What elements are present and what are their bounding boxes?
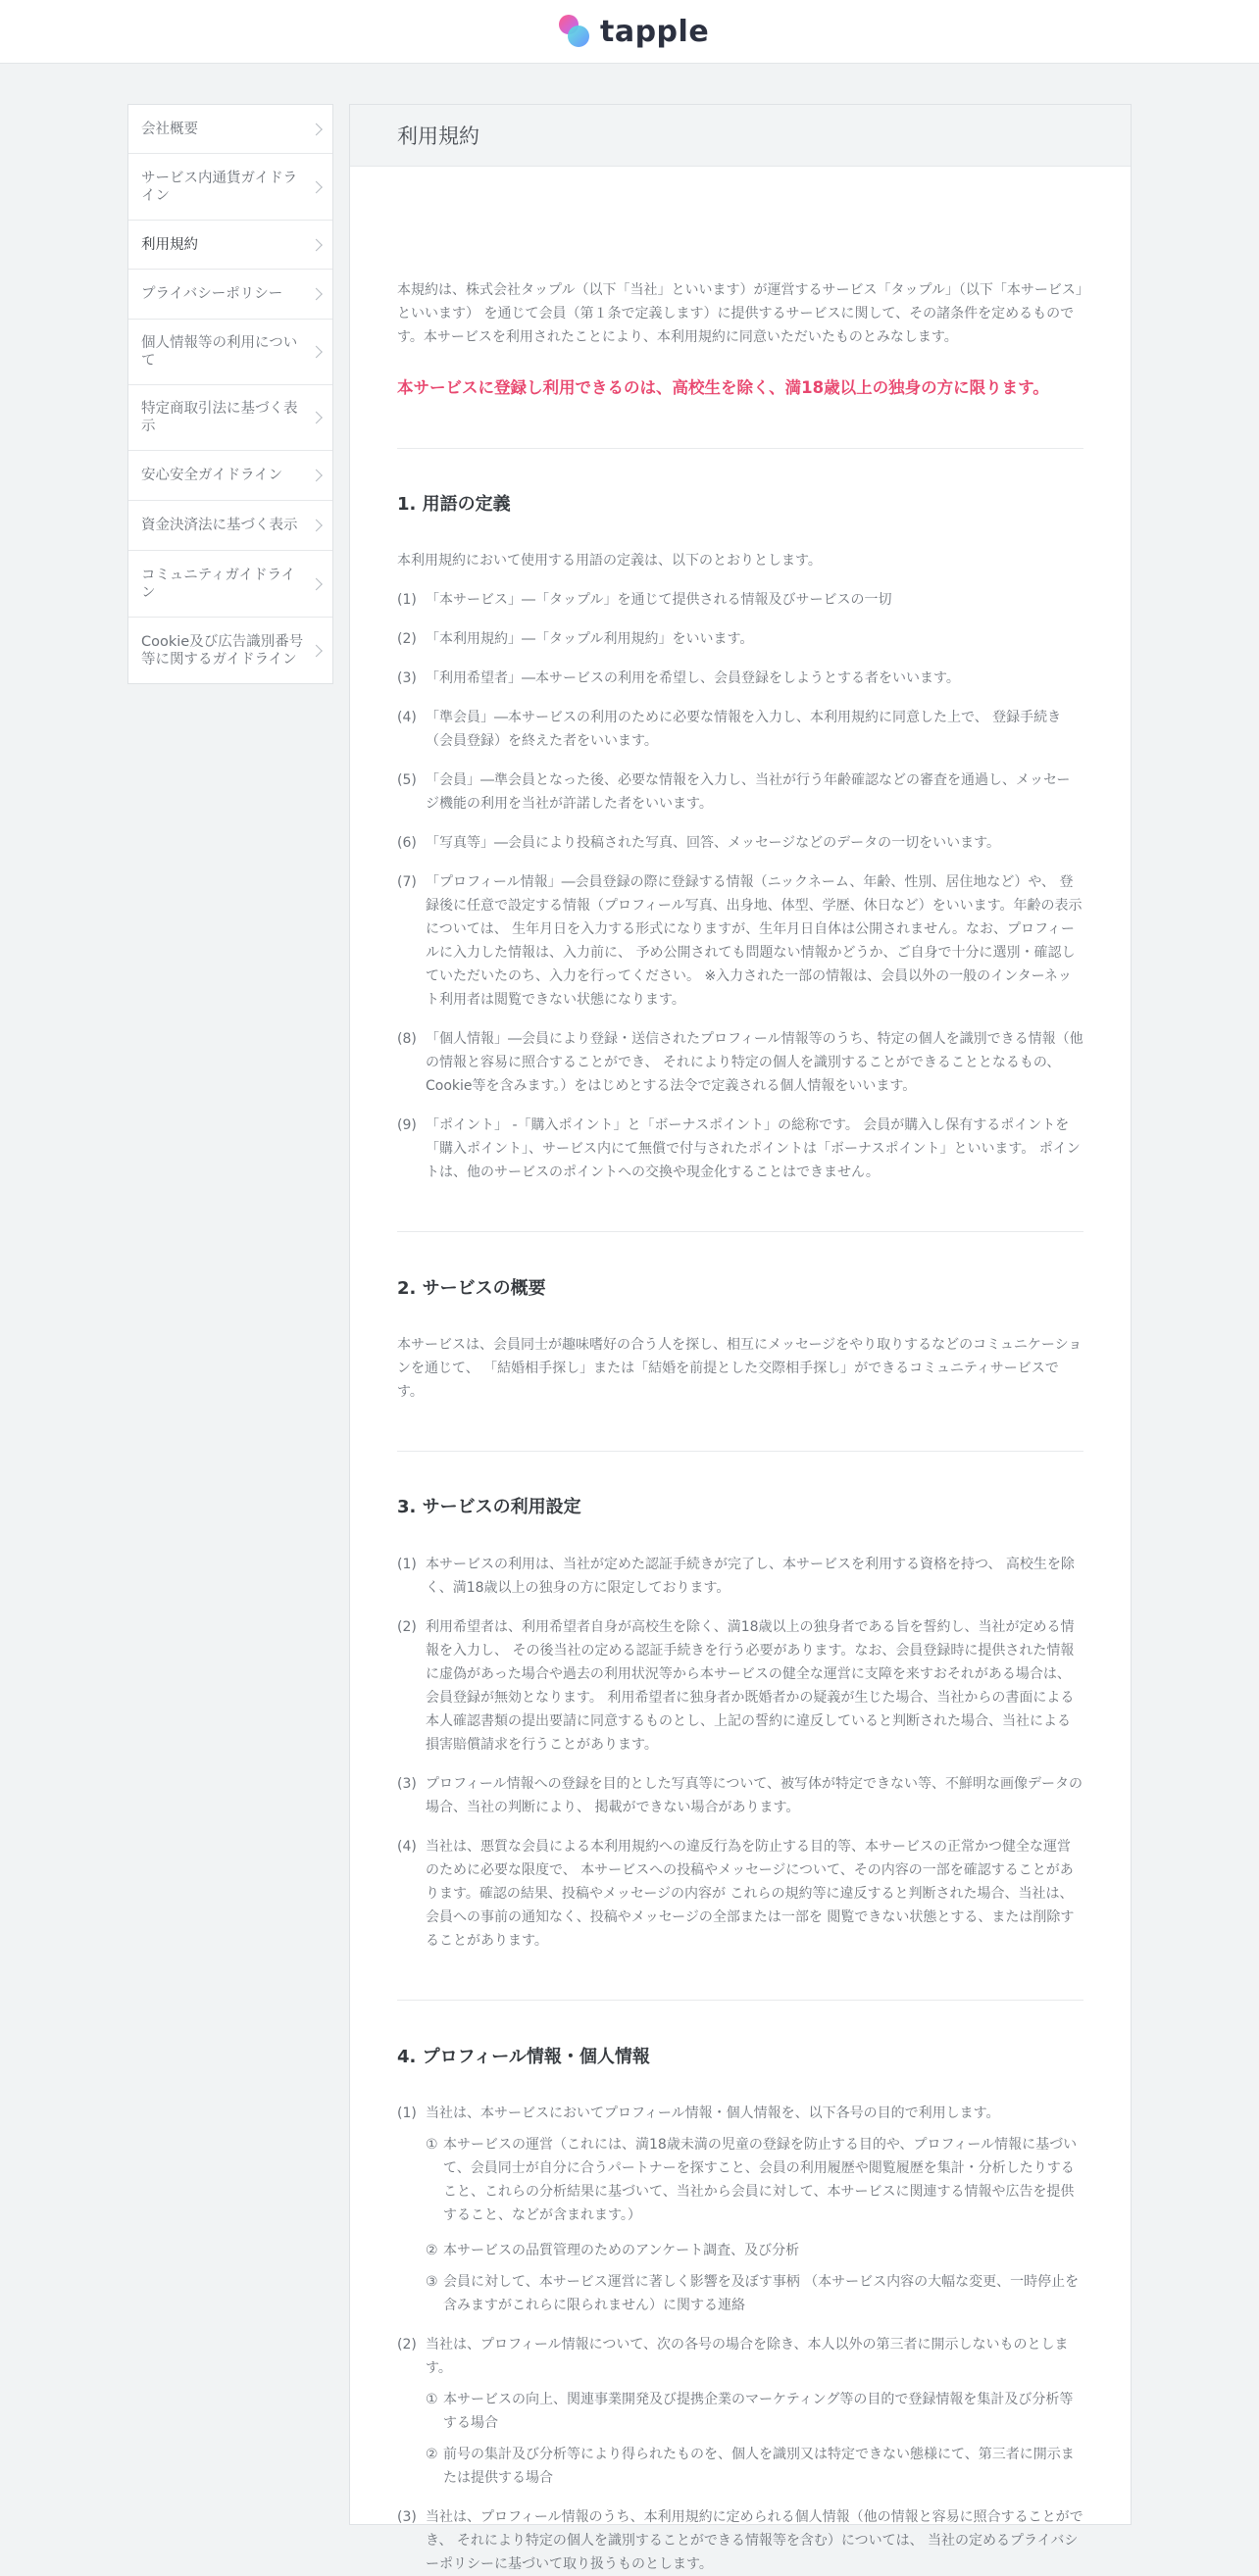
sub-item-number: ②	[426, 2447, 438, 2462]
sub-list-item	[397, 2270, 1083, 2317]
list-item	[397, 1835, 1083, 1953]
list-item	[397, 1772, 1083, 1819]
list-item	[397, 1114, 1083, 1184]
sub-list-item	[397, 2388, 1083, 2435]
chevron-right-icon	[310, 238, 323, 251]
item-number: (2)	[397, 2337, 417, 2353]
item-number: (3)	[397, 1776, 417, 1792]
item-number: (1)	[397, 592, 417, 608]
list-item	[397, 706, 1083, 753]
item-number: (1)	[397, 2105, 417, 2121]
sidebar-item-label: 会社概要	[141, 121, 198, 137]
section-title: 4. プロフィール情報・個人情報	[397, 2047, 650, 2067]
sidebar-item-terms[interactable]	[128, 221, 332, 270]
sidebar-item-label: 個人情報等の利用について	[141, 335, 298, 369]
item-text: 「写真等」―会員により投稿された写真、回答、メッセージなどのデータの一切をいいます。	[426, 835, 1001, 851]
item-text: 「準会員」―本サービスの利用のために必要な情報を入力し、本利用規約に同意した上で、 登録手続き（会員登録）を終えた者をいいます。	[426, 710, 1062, 749]
section-lead: 本利用規約において使用する用語の定義は、以下のとおりとします。	[397, 553, 822, 569]
item-number: (4)	[397, 1839, 417, 1855]
sub-item-text: 本サービスの品質管理のためのアンケート調査、及び分析	[443, 2243, 800, 2258]
sub-item-text: 本サービスの向上、関連事業開発及び提携企業のマーケティング等の目的で登録情報を集計及び分析等する場合	[443, 2392, 1074, 2431]
item-number: (9)	[397, 1117, 417, 1133]
list-item	[397, 1027, 1083, 1098]
sub-list-item	[397, 2239, 1083, 2262]
sidebar-item-currency-guideline[interactable]	[128, 154, 332, 221]
sub-item-text: 会員に対して、本サービス運営に著しく影響を及ぼす事柄 （本サービス内容の大幅な変更、一時停止を含みますがこれらに限られません）に関する連絡	[443, 2274, 1080, 2313]
tapple-logo-icon	[555, 12, 594, 51]
sub-item-text: 前号の集計及び分析等により得られたものを、個人を識別又は特定できない態様にて、第三者に開示または提供する場合	[443, 2447, 1075, 2486]
sidebar-item-label: Cookie及び広告識別番号等に関するガイドライン	[141, 633, 304, 668]
list-item	[397, 2102, 1083, 2125]
item-number: (4)	[397, 710, 417, 725]
intro-paragraph: 本規約は、株式会社タップル（以下「当社」といいます）が運営するサービス「タップル」（以下「本サービス」といいます） を通じて会員（第１条で定義します）に提供するサービスに関して、その諸条件を定めるものです。本サービスを利用されたことにより、本利用規約に同意いただいたものとみなします。	[397, 282, 1083, 345]
section-title: 2. サービスの概要	[397, 1278, 546, 1299]
sidebar-nav	[127, 104, 333, 684]
sub-item-number: ③	[426, 2274, 438, 2290]
item-number: (3)	[397, 670, 417, 686]
item-number: (2)	[397, 1619, 417, 1635]
item-text: 「本利用規約」―「タップル利用規約」をいいます。	[426, 631, 754, 647]
list-item	[397, 2505, 1083, 2576]
sub-list-item	[397, 2133, 1083, 2227]
list-item	[397, 768, 1083, 816]
divider	[397, 2000, 1083, 2001]
sidebar-item-community-guideline[interactable]	[128, 551, 332, 618]
sidebar-item-label: 特定商取引法に基づく表示	[141, 401, 298, 434]
sidebar-item-privacy-policy[interactable]	[128, 270, 332, 320]
chevron-right-icon	[310, 470, 323, 482]
item-number: (8)	[397, 1031, 417, 1047]
logo[interactable]	[555, 12, 709, 51]
chevron-right-icon	[310, 520, 323, 532]
chevron-right-icon	[310, 577, 323, 590]
divider	[397, 448, 1083, 449]
chevron-right-icon	[310, 412, 323, 424]
sidebar-item-label: サービス内通貨ガイドライン	[141, 170, 298, 204]
item-text: 「プロフィール情報」―会員登録の際に登録する情報（ニックネーム、年齢、性別、居住地など）や、 登録後に任意で設定する情報（プロフィール写真、出身地、体型、学歴、休日など）をいいます。年齢の表示については、 生年月日を入力する形式になりますが、生年月日自体は公開されません。なお、プロフィールに入力した情報は、入力前に、 予め公開されても問題ない情報かどうか、ご自身で十分に選別・確認していただいたのち、入力を行ってください。 ※入力された一部の情報は、会員以外の一般のインターネット利用者は閲覧できない状態になります。	[426, 874, 1083, 1008]
list-item	[397, 588, 1083, 612]
terms-content	[349, 104, 1132, 2572]
sub-item-number: ①	[426, 2137, 438, 2153]
chevron-right-icon	[310, 644, 323, 657]
logo-text: tapple	[600, 14, 710, 49]
sidebar-item-label: 資金決済法に基づく表示	[141, 518, 298, 533]
sub-item-number: ②	[426, 2243, 438, 2258]
item-text: 当社は、本サービスにおいてプロフィール情報・個人情報を、以下各号の目的で利用します。	[426, 2105, 1000, 2121]
section-lead: 本サービスは、会員同士が趣味嗜好の合う人を探し、相互にメッセージをやり取りするなどのコミュニケーションを通じて、 「結婚相手探し」または「結婚を前提とした交際相手探し」ができるコミュニティサービスです。	[397, 1337, 1083, 1400]
sidebar-item-label: 安心安全ガイドライン	[141, 468, 283, 483]
list-item	[397, 1615, 1083, 1757]
list-item	[397, 2333, 1083, 2380]
item-text: 当社は、悪質な会員による本利用規約への違反行為を防止する目的等、本サービスの正常かつ健全な運営のために必要な限度で、 本サービスへの投稿やメッセージについて、その内容の一部を確認することがあります。確認の結果、投稿やメッセージの内容が これらの規約等に違反すると判断された場合、当社は、会員への事前の通知なく、投稿やメッセージの全部または一部を 閲覧できない状態とする、または削除することがあります。	[426, 1839, 1075, 1949]
list-item	[397, 1553, 1083, 1600]
sidebar-item-personal-info[interactable]	[128, 320, 332, 385]
sidebar-item-label: コミュニティガイドライン	[141, 567, 296, 601]
item-number: (1)	[397, 1557, 417, 1572]
item-text: 「個人情報」―会員により登録・送信されたプロフィール情報等のうち、特定の個人を識別できる情報（他の情報と容易に照合することができ、 それにより特定の個人を識別することができることとなるもの、Cookie等を含みます。）をはじめとする法令で定義される個人情報をいいます。	[426, 1031, 1083, 1094]
item-text: 「利用希望者」―本サービスの利用を希望し、会員登録をしようとする者をいいます。	[426, 670, 960, 686]
item-number: (5)	[397, 772, 417, 788]
sidebar-item-payment-act[interactable]	[128, 501, 332, 551]
sidebar-item-company[interactable]	[128, 105, 332, 154]
page-title: 利用規約	[350, 105, 1131, 167]
chevron-right-icon	[310, 288, 323, 301]
item-text: 当社は、プロフィール情報のうち、本利用規約に定められる個人情報（他の情報と容易に照合することができ、 それにより特定の個人を識別することができる情報等を含む）については、 当社の定めるプライバシーポリシーに基づいて取り扱うものとします。	[426, 2509, 1083, 2572]
item-number: (3)	[397, 2509, 417, 2525]
item-text: 本サービスの利用は、当社が定めた認証手続きが完了し、本サービスを利用する資格を持つ、 高校生を除く、満18歳以上の独身の方に限定しております。	[426, 1557, 1075, 1596]
list-item	[397, 667, 1083, 690]
sidebar-item-label: プライバシーポリシー	[141, 286, 283, 302]
item-text: 当社は、プロフィール情報について、次の各号の場合を除き、本人以外の第三者に開示しないものとします。	[426, 2337, 1069, 2376]
sidebar-item-cookie-guideline[interactable]	[128, 618, 332, 683]
sidebar-item-label: 利用規約	[141, 236, 198, 253]
sidebar-item-safety-guideline[interactable]	[128, 451, 332, 501]
item-text: 「本サービス」―「タップル」を通じて提供される情報及びサービスの一切	[426, 592, 892, 608]
list-item	[397, 870, 1083, 1012]
list-item	[397, 627, 1083, 651]
sidebar-item-commerce-act[interactable]	[128, 385, 332, 451]
divider	[397, 1231, 1083, 1232]
item-number: (6)	[397, 835, 417, 851]
sub-item-number: ①	[426, 2392, 438, 2407]
item-text: プロフィール情報への登録を目的とした写真等について、被写体が特定できない等、不鮮明な画像データの場合、当社の判断により、 掲載ができない場合があります。	[426, 1776, 1083, 1815]
site-header	[0, 0, 1259, 64]
section-title: 3. サービスの利用設定	[397, 1497, 581, 1517]
item-text: 利用希望者は、利用希望者自身が高校生を除く、満18歳以上の独身者である旨を誓約し、当社が定める情報を入力し、 その後当社の定める認証手続きを行う必要があります。なお、会員登録時に提供された情報に虚偽があった場合や過去の利用状況等から本サービスの健全な運営に支障を来すおそれがある場合は、会員登録が無効となります。 利用希望者に独身者か既婚者かの疑義が生じた場合、当社からの書面による本人確認書類の提出要請に同意するものとし、上記の誓約に違反していると判断された場合、当社による損害賠償請求を行うことがあります。	[426, 1619, 1075, 1753]
item-text: 「ポイント」 -「購入ポイント」と「ボーナスポイント」の総称です。 会員が購入し保有するポイントを「購入ポイント」、サービス内にて無償で付与されたポイントは「ボーナスポイント」といいます。 ポイントは、他のサービスのポイントへの交換や現金化することはできません。	[426, 1117, 1081, 1180]
sub-list-item	[397, 2443, 1083, 2490]
chevron-right-icon	[310, 180, 323, 193]
item-text: 「会員」―準会員となった後、必要な情報を入力し、当社が行う年齢確認などの審査を通過し、メッセージ機能の利用を当社が許諾した者をいいます。	[426, 772, 1071, 812]
age-notice: 本サービスに登録し利用できるのは、高校生を除く、満18歳以上の独身の方に限ります。	[397, 378, 1049, 397]
list-item	[397, 831, 1083, 855]
chevron-right-icon	[310, 346, 323, 359]
section-title: 1. 用語の定義	[397, 494, 511, 515]
item-number: (7)	[397, 874, 417, 890]
item-number: (2)	[397, 631, 417, 647]
divider	[397, 1451, 1083, 1452]
sub-item-text: 本サービスの運営（これには、満18歳未満の児童の登録を防止する目的や、プロフィール情報に基づいて、会員同士が自分に合うパートナーを探すこと、会員の利用履歴や閲覧履歴を集計・分析したりすること、これらの分析結果に基づいて、当社から会員に対して、本サービスに関連する情報や広告を提供すること、などが含まれます。）	[443, 2137, 1078, 2223]
chevron-right-icon	[310, 123, 323, 135]
